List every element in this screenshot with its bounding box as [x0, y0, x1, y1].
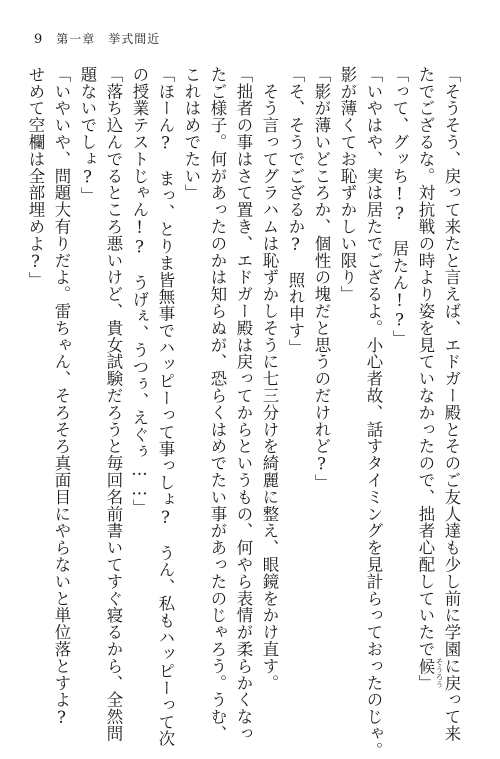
chapter-running-head: 第一章 挙式間近: [56, 32, 161, 46]
text-line-2: [412, 66, 444, 692]
ruby-reading: そうろう: [435, 657, 444, 688]
text-line-7: 「そ、そうでござるか? 照れ申す」: [286, 66, 305, 356]
text-line-12: 「ほーん? まっ、とりま皆無事でハッピーって事っしょ? うん、私もハッピーって次: [156, 66, 175, 748]
text-line-4: 「いやはや、実は居たでござるよ。小心者故、話すタイミングを見計らっておったのじゃ。: [364, 66, 383, 759]
ruby-base: 候: [416, 657, 435, 675]
page-number: 9: [34, 32, 43, 47]
text-line-3: 「って、グッち!? 居たん!?」: [390, 66, 409, 347]
text-line-8: そう言ってグラハムは恥ずかしそうに七三分けを綺麗に整え、眼鏡をかけ直す。: [260, 66, 279, 692]
text-line-11: これはめでたい」: [182, 66, 201, 202]
page-header: [34, 30, 160, 47]
text-line-5: 影が薄くてお恥ずかしい限り」: [338, 66, 357, 303]
text-line-10: たご様子。何があったのかは知らぬが、恐らくはめでたい事があったのじゃろう。うむ、: [208, 66, 227, 742]
text-line-9: 「拙者の事はさて置き、エドガー殿は戻ってからというもの、何やら表情が柔らかくなっ: [234, 66, 253, 742]
text-line-13: の授業テストじゃん!? うげぇ、うつぅ、えぐぅ……」: [130, 66, 149, 516]
text-line-14: 「落ち込んでるところ悪いけど、貴女試験だろうと毎回名前書いてすぐ寝るから、全然問: [104, 66, 123, 742]
vertical-body-text: [22, 66, 464, 759]
text-line-6: 「影が薄いどころか、個性の塊だと思うのだけれど?」: [312, 66, 331, 492]
text-line-2-tail: 」: [416, 674, 435, 692]
text-line-15: 題ないでしょ?」: [78, 66, 97, 204]
ruby-annotated-word: [416, 657, 444, 688]
text-line-17: せめて空欄は全部埋めよ?」: [26, 66, 45, 289]
text-line-1: 「そうそう、戻って来たと言えば、エドガー殿とそのご友人達も少し前に学園に戻って来: [442, 66, 461, 742]
text-line-16: 「いやいや、問題大有りだよ。雷ちゃん、そろそろ真面目にやらないと単位落とすよ?: [52, 66, 71, 728]
text-line-2-main: たでござるな。対抗戦の時より姿を見ていなかったので、拙者心配していたで: [416, 66, 435, 658]
